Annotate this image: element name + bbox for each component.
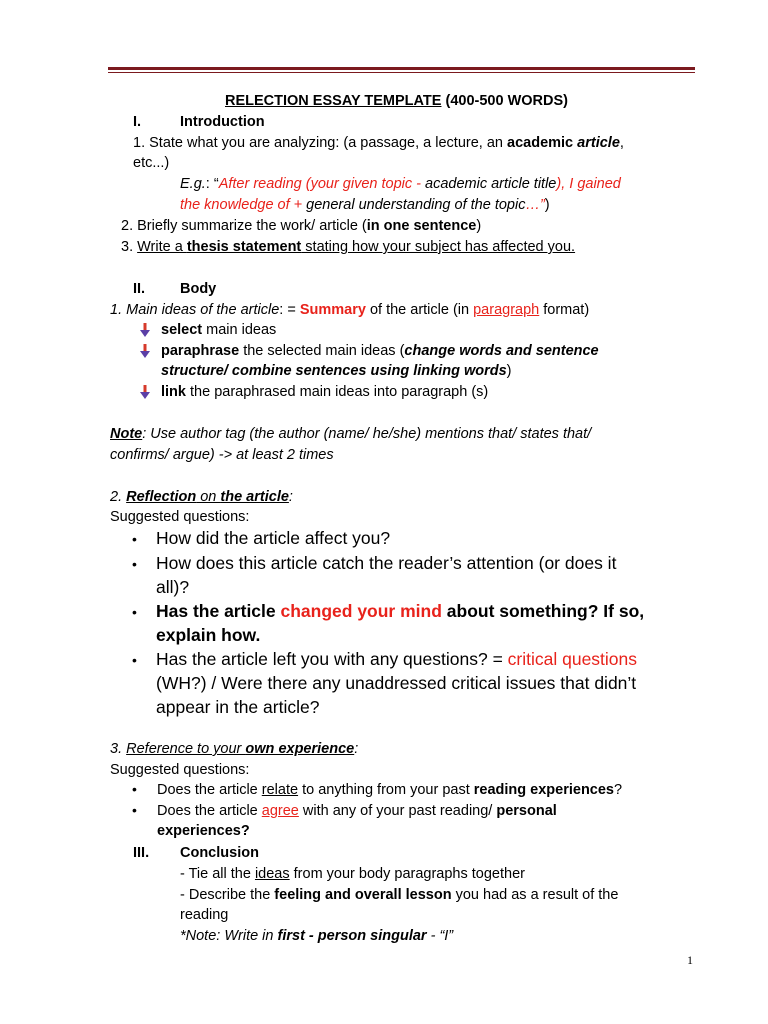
- bullet-dot-icon: •: [132, 652, 137, 668]
- conclusion-item-1: - Tie all the ideas from your body paragraphs together: [180, 866, 525, 882]
- step-link: link the paraphrased main ideas into paragraph (s): [161, 384, 489, 400]
- question-4: Has the article left you with any questions? = critical questions: [156, 649, 638, 669]
- reference-question-2-cont: experiences?: [157, 823, 250, 839]
- intro-item-3: 3. Write a thesis statement stating how your subject has affected you.: [121, 239, 576, 255]
- section-heading-conclusion: Conclusion: [180, 845, 259, 861]
- main-ideas-line: 1. Main ideas of the article: = Summary of the article (in paragraph format): [110, 302, 590, 318]
- step-select: select main ideas: [161, 322, 277, 338]
- bullet-dot-icon: •: [132, 604, 137, 620]
- arrow-bullet-icon: [139, 343, 151, 359]
- question-4-cont-2: appear in the article?: [156, 697, 320, 717]
- section-heading-introduction: Introduction: [180, 114, 265, 130]
- example-line-1: E.g.: “After reading (your given topic - academic article title), I gained: [180, 176, 621, 192]
- conclusion-note: *Note: Write in first - person singular - “I”: [180, 928, 454, 944]
- arrow-bullet-icon: [139, 384, 151, 400]
- reference-heading: 3. Reference to your own experience:: [110, 741, 359, 757]
- step-paraphrase-cont: structure/ combine sentences using linking words): [161, 363, 512, 379]
- bullet-dot-icon: •: [132, 802, 137, 818]
- page-number: 1: [687, 953, 693, 967]
- question-2: How does this article catch the reader’s attention (or does it: [156, 553, 617, 573]
- reflection-heading: 2. Reflection on the article:: [110, 489, 293, 505]
- top-rule-thick: [108, 67, 695, 70]
- section-heading-body: Body: [180, 281, 217, 297]
- note-line-1: Note: Use author tag (the author (name/ he/she) mentions that/ states that/: [110, 426, 592, 442]
- question-2-cont: all)?: [156, 577, 190, 597]
- document-title: RELECTION ESSAY TEMPLATE (400-500 WORDS): [225, 93, 568, 109]
- bullet-dot-icon: •: [132, 556, 137, 572]
- conclusion-item-2: - Describe the feeling and overall lesson you had as a result of the: [180, 887, 619, 903]
- arrow-bullet-icon: [139, 322, 151, 338]
- suggested-questions-label-2: Suggested questions:: [110, 762, 250, 778]
- question-3-cont: explain how.: [156, 625, 261, 645]
- top-rule-thin: [108, 72, 695, 73]
- suggested-questions-label: Suggested questions:: [110, 509, 250, 525]
- intro-item-1: 1. State what you are analyzing: (a passage, a lecture, an academic article,: [133, 135, 624, 151]
- section-numeral-3: III.: [133, 845, 150, 861]
- conclusion-item-2-cont: reading: [180, 907, 229, 923]
- section-numeral-2: II.: [133, 281, 146, 297]
- section-numeral-1: I.: [133, 114, 142, 130]
- reference-question-2: Does the article agree with any of your past reading/ personal: [157, 803, 557, 819]
- reference-question-1: Does the article relate to anything from your past reading experiences?: [157, 782, 623, 798]
- question-3: Has the article changed your mind about something? If so,: [156, 601, 645, 621]
- bullet-dot-icon: •: [132, 531, 137, 547]
- intro-item-2: 2. Briefly summarize the work/ article (in one sentence): [121, 218, 482, 234]
- example-line-2: the knowledge of + general understanding of the topic…”): [180, 197, 550, 213]
- question-1: How did the article affect you?: [156, 528, 391, 548]
- bullet-dot-icon: •: [132, 781, 137, 797]
- question-4-cont: (WH?) / Were there any unaddressed critical issues that didn’t: [156, 673, 637, 693]
- step-paraphrase: paraphrase the selected main ideas (change words and sentence: [161, 343, 599, 359]
- note-line-2: confirms/ argue) -> at least 2 times: [110, 447, 334, 463]
- intro-item-1-cont: etc...): [133, 155, 170, 171]
